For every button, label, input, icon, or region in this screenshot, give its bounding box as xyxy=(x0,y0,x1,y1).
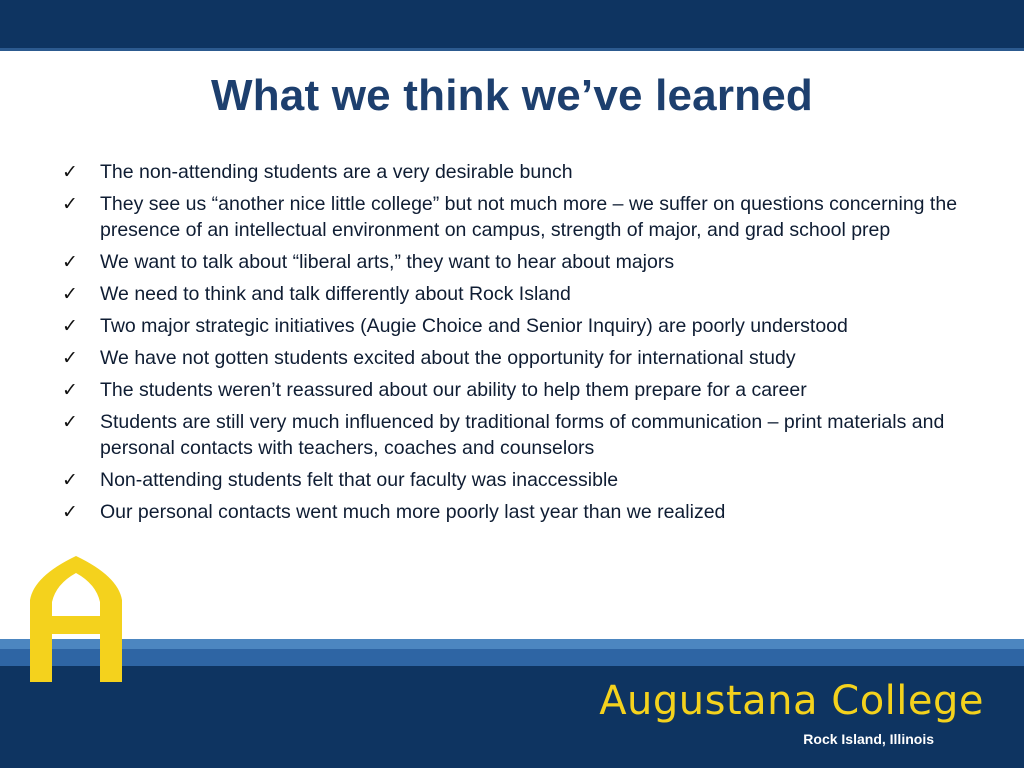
bullet-text: They see us “another nice little college” but not much more – we suffer on questions concerning the presence of an intellectual environment on campus, strength of major, and grad school prep xyxy=(100,193,958,241)
bullet-item xyxy=(62,499,1002,525)
check-icon: ✓ xyxy=(62,379,78,401)
check-icon: ✓ xyxy=(62,161,78,183)
check-icon: ✓ xyxy=(62,193,78,215)
bullet-text: The non-attending students are a very desirable bunch xyxy=(100,161,573,183)
check-icon: ✓ xyxy=(62,501,78,523)
bullet-item xyxy=(62,377,1002,403)
bullet-item xyxy=(62,409,1002,461)
bullet-text: Two major strategic initiatives (Augie Choice and Senior Inquiry) are poorly understood xyxy=(100,315,848,337)
bullet-item xyxy=(62,159,1002,185)
bullet-item xyxy=(62,191,1002,243)
bullet-item xyxy=(62,281,1002,307)
check-icon: ✓ xyxy=(62,411,78,433)
bullet-text: Students are still very much influenced by traditional forms of communication – print materials and personal contacts with teachers, coaches and counselors xyxy=(100,411,945,459)
bullet-list xyxy=(62,159,1002,531)
check-icon: ✓ xyxy=(62,251,78,273)
bullet-text: We have not gotten students excited about the opportunity for international study xyxy=(100,347,796,369)
bullet-text: The students weren’t reassured about our ability to help them prepare for a career xyxy=(100,379,807,401)
check-icon: ✓ xyxy=(62,315,78,337)
top-banner-edge xyxy=(0,48,1024,51)
check-icon: ✓ xyxy=(62,469,78,491)
slide-title: What we think we’ve learned xyxy=(211,71,813,120)
bullet-text: Our personal contacts went much more poorly last year than we realized xyxy=(100,501,726,523)
arch-a-logo-icon xyxy=(30,556,122,682)
college-wordmark: Augustana College xyxy=(599,678,984,724)
bullet-item xyxy=(62,313,1002,339)
bullet-text: We want to talk about “liberal arts,” they want to hear about majors xyxy=(100,251,675,273)
top-banner xyxy=(0,0,1024,48)
check-icon: ✓ xyxy=(62,347,78,369)
college-location: Rock Island, Illinois xyxy=(803,731,934,747)
footer-stripe-light xyxy=(0,639,1024,649)
bullet-item xyxy=(62,345,1002,371)
footer-stripe xyxy=(0,649,1024,666)
bullet-text: Non-attending students felt that our faculty was inaccessible xyxy=(100,469,619,491)
bullet-item xyxy=(62,467,1002,493)
bullet-text: We need to think and talk differently about Rock Island xyxy=(100,283,571,305)
check-icon: ✓ xyxy=(62,283,78,305)
bullet-item xyxy=(62,249,1002,275)
